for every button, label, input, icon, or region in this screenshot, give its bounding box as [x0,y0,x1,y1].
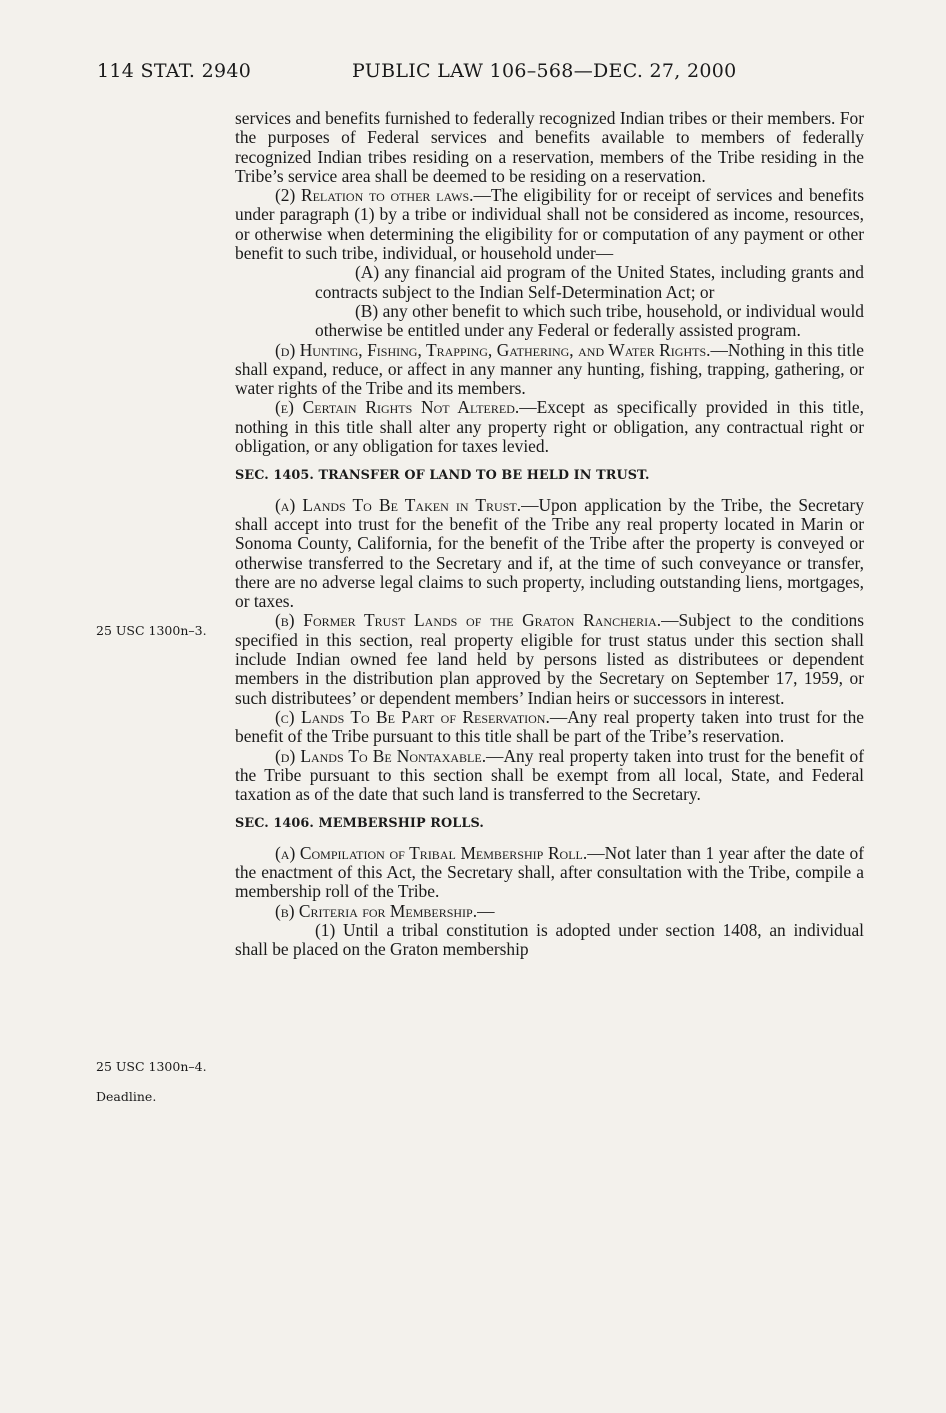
paragraph-1-until-constitution: (1) Until a tribal constitution is adopted under section 1408, an individual shall be placed on the Graton membership [235,919,864,960]
subsection-lands-taken-in-trust [235,496,864,612]
subsection-d-hunting-rights [235,341,864,399]
subsection-text: —Subject to the conditions specified in this section, real property eligible for trust status under this section shall include Indian owned fee land held by persons listed as distributees or dependent members in the distribution plan approved by the Secretary on September 17, 1959, or such distributees’ or dependent members’ Indian heirs or successors in interest. [235,610,864,708]
subsection-text: —Upon application by the Tribe, the Secretary shall accept into trust for the benefit of the Tribe any real property located in Marin or Sonoma County, California, for the benefit of the Tribe after the property is conveyed or otherwise transferred to the Secretary and if, at the time of such conveyance or transfer, there are no adverse legal claims to such property, including outstanding liens, mortgages, or taxes. [235,494,864,612]
page-header [97,60,867,88]
margin-note-usc-1300n-4: 25 USC 1300n–4. [96,1059,207,1074]
margin-note-deadline: Deadline. [96,1089,157,1104]
paragraph-continuation: services and benefits furnished to federally recognized Indian tribes or their members. For the purposes of Federal services and benefits available to members of federally recognized Indian tribes residing on a reservation, members of the Tribe residing in the Tribe’s service area shall be deemed to be residing on a reservation. [235,108,864,186]
subsection-heading: (e) Certain Rights Not Altered. [275,397,520,418]
subsection-heading: (d) Hunting, Fishing, Trapping, Gathering, and Water Rights. [275,339,711,360]
subsection-part-of-reservation [235,708,864,747]
public-law-title: PUBLIC LAW 106–568—DEC. 27, 2000 [352,60,737,82]
subsection-heading: (a) Lands To Be Taken in Trust. [275,494,522,515]
subsection-text: —Except as specifically provided in this title, nothing in this title shall alter any property right or obligation, any contractual right or obligation, or any obligation for taxes levied. [235,397,864,457]
body-text [235,109,864,959]
subsection-text: —Nothing in this title shall expand, reduce, or affect in any manner any hunting, fishing, trapping, gathering, or water rights of the Tribe and its members. [235,339,864,399]
section-1406-heading: SEC. 1406. MEMBERSHIP ROLLS. [235,816,484,832]
subsection-heading: (b) Criteria for Membership. [275,900,478,921]
subsection-criteria-membership [235,902,864,921]
subsection-text: —Any real property taken into trust for the benefit of the Tribe pursuant to this section shall be exempt from all local, State, and Federal taxation as of the date that such land is transferred to the Secretary. [235,745,865,805]
paragraph-heading: (2) Relation to other laws. [275,185,474,206]
paragraph-relation-to-other-laws [235,186,864,263]
subsection-text: —Any real property taken into trust for the benefit of the Tribe pursuant to this title shall be part of the Tribe’s reservation. [235,706,864,747]
subsection-former-trust-lands [235,611,864,707]
subsection-heading: (d) Lands To Be Nontaxable. [275,745,487,766]
subsection-heading: (a) Compilation of Tribal Membership Roll. [275,842,588,863]
stat-page-number: 114 STAT. 2940 [97,60,252,82]
subsection-nontaxable [235,747,864,805]
subsection-heading: (b) Former Trust Lands of the Graton Rancheria. [275,610,662,631]
subsection-compilation-roll [235,844,864,902]
margin-note-usc-1300n-3: 25 USC 1300n–3. [96,623,207,638]
subparagraph-b: (B) any other benefit to which such tribe, household, or individual would otherwise be entitled under any Federal or federally assisted program. [315,300,864,341]
subsection-e-rights-not-altered [235,398,864,456]
subparagraph-a: (A) any financial aid program of the United States, including grants and contracts subject to the Indian Self-Determination Act; or [315,262,864,302]
subsection-heading: (c) Lands To Be Part of Reservation. [275,706,550,727]
subsection-text: —Not later than 1 year after the date of the enactment of this Act, the Secretary shall, after consultation with the Tribe, compile a membership roll of the Tribe. [235,842,864,902]
section-1405-heading: SEC. 1405. TRANSFER OF LAND TO BE HELD IN TRUST. [235,468,650,484]
paragraph-text: —The eligibility for or receipt of services and benefits under paragraph (1) by a tribe or individual shall not be considered as income, resources, or otherwise when determining the eligibility for or computation of any payment or other benefit to such tribe, individual, or household under— [235,185,864,264]
subsection-text: — [477,900,495,921]
